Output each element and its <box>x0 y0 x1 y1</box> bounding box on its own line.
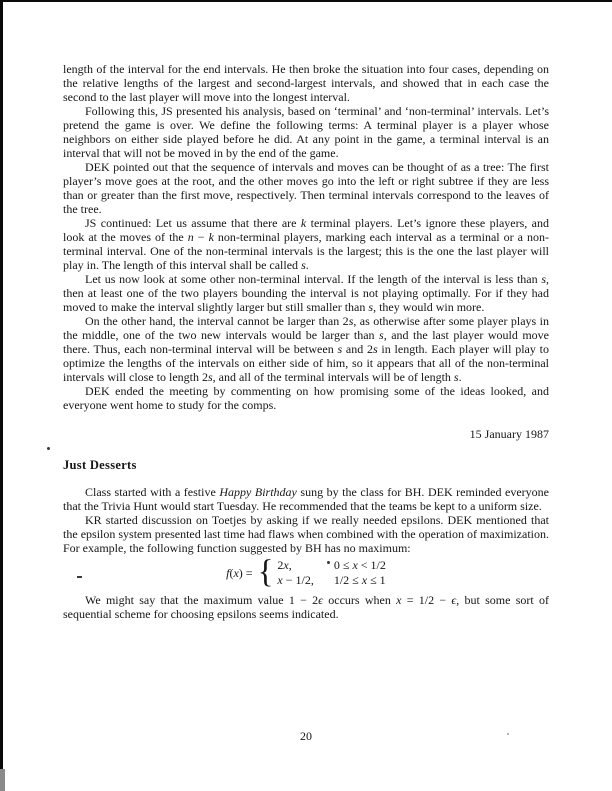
italic-text-run: n <box>187 230 194 244</box>
paragraph <box>63 104 549 160</box>
italic-text-run: Happy Birthday <box>219 485 297 499</box>
text-run: , then at least one of the two players bounding the interval is not playing optimally. For if they had moved to make the interval slightly larger but still smaller than <box>63 272 549 314</box>
date-line: 15 January 1987 <box>469 427 549 441</box>
text-run: . <box>458 370 462 384</box>
text-run: ( <box>229 565 234 580</box>
text-run: On the other hand, the interval cannot be larger than 2 <box>85 314 349 328</box>
piecewise-function-formula <box>63 554 549 590</box>
scan-speck <box>47 447 50 450</box>
paragraph <box>63 593 549 621</box>
text-run: ) = <box>238 565 253 580</box>
italic-text-run: s <box>348 314 354 328</box>
text-run: 1/2 ≤ <box>333 573 362 587</box>
italic-text-run: k <box>300 216 307 230</box>
text-run: , <box>288 558 292 572</box>
section-heading: Just Desserts <box>63 458 137 472</box>
paragraph <box>63 62 549 104</box>
italic-text-run: ϵ <box>451 593 457 607</box>
italic-text-run: x <box>277 573 283 587</box>
text-run: Let us now look at some other non-terminal interval. If the length of the interval is less than <box>85 272 542 286</box>
italic-text-run: k <box>208 230 214 244</box>
formula-cases <box>277 558 385 588</box>
italic-text-run: x <box>233 565 239 580</box>
meeting-notes-paragraphs <box>63 62 549 412</box>
text-run: non-terminal players, marking each interval as a terminal or a non-terminal interval. One of the non-terminal intervals is the largest; this is the one the last player will play in. The length of this interval shall be called <box>63 230 549 272</box>
text-run: 0 ≤ <box>333 558 353 572</box>
text-run: Following this, JS presented his analysis, based on ‘terminal’ and ‘non-terminal’ intervals. Let’s pretend the game is over. We define the following terms: A terminal player is a player whose neighbors on either side played before he did. At any point in the game, a terminal interval is an interval that will not be moved in by the end of the game. <box>63 104 549 160</box>
italic-text-run: s <box>368 300 374 314</box>
text-run: < 1/2 <box>357 558 386 572</box>
text-run: occurs when <box>323 593 397 607</box>
text-run: terminal players. Let’s ignore these players, and look at the moves of the <box>63 216 550 244</box>
text-run: − <box>193 230 209 244</box>
text-run: JS continued: Let us assume that there are <box>85 216 301 230</box>
italic-text-run: x <box>396 593 402 607</box>
formula-case-2-condition <box>334 573 386 588</box>
scan-edge-left-artifact <box>0 0 3 791</box>
formula-case-1-expr <box>277 558 313 573</box>
italic-text-run: s <box>301 258 306 272</box>
text-run: length of the interval for the end intervals. He then broke the situation into four cases, depending on the relative lengths of the largest and second-largest intervals, and showed that in each case the second to the last player will move into the longest interval. <box>63 62 549 104</box>
text-run: − 1/2, <box>282 573 314 587</box>
italic-text-run: x <box>283 558 289 572</box>
italic-text-run: x <box>352 558 358 572</box>
scan-speck <box>77 576 82 578</box>
page-number: 20 <box>300 729 312 743</box>
page-content <box>63 62 549 621</box>
text-run: , and all of the terminal intervals will be of length <box>212 370 454 384</box>
paragraph <box>63 314 549 384</box>
text-run: and 2 <box>342 342 373 356</box>
italic-text-run: ϵ <box>318 593 324 607</box>
text-run: KR started discussion on Toetjes by asking if we really needed epsilons. DEK mentioned that the epsilon system presented last time had flaws when combined with the operation of maximization. For example, the following function suggested by BH has no maximum: <box>63 513 549 555</box>
scan-speck <box>507 733 509 735</box>
scan-edge-fade-artifact <box>0 769 5 791</box>
paragraph <box>63 160 549 216</box>
italic-text-run: s <box>453 370 459 384</box>
text-run: in length. Each player will play to optimize the lengths of the intervals on either side of him, so it appears that all of the non-terminal intervals will close to length 2 <box>63 342 549 384</box>
paragraph <box>63 513 549 555</box>
italic-text-run: x <box>361 573 368 587</box>
text-run: We might say that the maximum value 1 − 2 <box>85 593 319 607</box>
left-brace-glyph: { <box>257 554 274 590</box>
paragraph <box>63 485 549 513</box>
text-run: DEK ended the meeting by commenting on how promising some of the ideas looked, and everyone went home to study for the comps. <box>63 384 549 412</box>
text-run: = 1/2 − <box>401 593 452 607</box>
closing-paragraphs <box>63 593 549 621</box>
text-run: sung by the class for BH. DEK reminded everyone that the Trivia Hunt would start Tuesday. He recommended that the teams be kept to a uniform size. <box>63 485 549 513</box>
formula-case-2-expr <box>277 573 313 588</box>
text-run: 2 <box>277 558 284 572</box>
text-run: , they would win more. <box>373 300 485 314</box>
text-run: ≤ 1 <box>367 573 386 587</box>
scan-speck <box>327 561 330 564</box>
italic-text-run: s <box>379 328 384 342</box>
paragraph <box>63 272 549 314</box>
text-run: DEK pointed out that the sequence of intervals and moves can be thought of as a tree: The first player’s move goes at the root, and the other moves go into the left or right subtree if they are less than or greater than the first move, respectively. Then terminal intervals correspond to the leaves of the tree. <box>63 160 549 216</box>
scan-edge-top-artifact <box>0 0 612 2</box>
formula-case-1-condition <box>334 558 386 573</box>
text-run: , and the last player would move there. Thus, each non-terminal interval will be between <box>63 328 549 356</box>
paragraph <box>63 216 549 272</box>
italic-text-run: s <box>337 342 343 356</box>
italic-text-run: s <box>373 342 378 356</box>
formula-lhs <box>226 566 252 581</box>
italic-text-run: f <box>226 565 230 580</box>
paragraph <box>63 384 549 412</box>
text-run: . <box>305 258 309 272</box>
italic-text-run: s <box>207 370 213 384</box>
text-run: , but some sort of sequential scheme for choosing epsilons seems indicated. <box>63 593 549 621</box>
text-run: Class started with a festive <box>85 485 220 499</box>
section-paragraphs <box>63 485 549 555</box>
italic-text-run: s <box>541 272 546 286</box>
text-run: , as otherwise after some player plays in the middle, one of the two new intervals would be larger than <box>63 314 549 342</box>
